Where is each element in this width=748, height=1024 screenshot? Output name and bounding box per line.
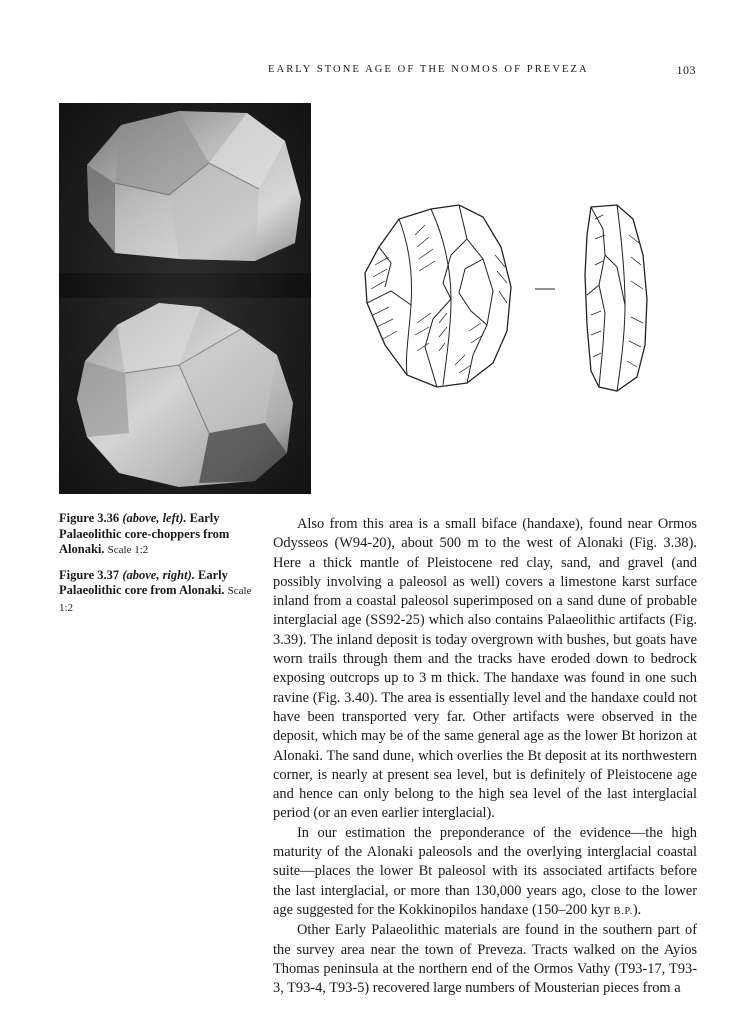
core-front-view [365,205,511,387]
paragraph-1: Also from this area is a small biface (handaxe), found near Ormos Odysseos (W94-20), about 500 m to the west of Alonaki (Fig. 3.38). Here a thick mantle of Pleistocene red clay, sand, and gravel (and possibly involving a paleosol as well) covers a limestone karst surface inland from a coastal paleosol superimposed on a sand dune of probable interglacial age (SS92-25) which also contains Palaeolithic artifacts (Fig. 3.39). The inland deposit is today overgrown with bushes, but goats have worn trails through them and the tracks have eroded down to bedrock exposing outcrops up to 3 m thick. The handaxe was found in one such ravine (Fig. 3.40). The area is essentially level and the handaxe could not have been transported very far. Other artifacts were observed in the deposit, which may be of the same general age as the lower Bt horizon at Alonaki. The sand dune, which overlies the Bt deposit at its northwestern corner, is nearly at present sea level, but is definitely of Pleistocene age and hence can only belong to the high sea level of the last interglacial period (or an even earlier interglacial). [273,516,697,822]
paragraph-2-end: ). [632,901,642,918]
caption-text: Early Palaeolithic core from Alonaki. [59,567,228,597]
caption-label: Figure 3.37 [59,567,120,582]
caption-scale: Scale 1:2 [59,585,252,614]
core-line-drawing [355,195,675,400]
lower-core-chopper [59,298,311,494]
caption-text: Early Palaeolithic core-choppers from Alonaki. [59,511,230,556]
running-head [268,64,696,80]
paragraph-3: Other Early Palaeolithic materials are found in the southern part of the survey area near the town of Preveza. Tracts walked on the Ayios Thomas peninsula at the northern end of the Ormos Vathy (T93-17, T93-3, T93-4, T93-5) recovered large numbers of Mousterian pieces from a [273,922,697,997]
caption-label: Figure 3.36 [59,511,120,525]
caption-position-note: (above, left). [122,511,187,525]
paragraph-2-bp: B.P. [613,905,633,917]
caption-fig-3-37 [59,568,259,617]
caption-position-note: (above, right). [122,567,195,582]
caption-fig-3-36 [59,511,259,559]
paragraph-2 [273,824,697,921]
core-choppers-photograph [59,103,311,494]
drawing-core [355,195,675,400]
paragraph-2-main: In our estimation the preponderance of the evidence—the high maturity of the Alonaki paleosols and the overlying interglacial coastal suite—places the lower Bt paleosol with its associated artifacts before the last interglacial, or more than 130,000 years ago, close to the lower age suggested for the Kokkinopilos handaxe (150–200 kyr [273,824,697,918]
running-title: EARLY STONE AGE OF THE NOMOS OF PREVEZA [268,64,589,75]
body-text [273,515,697,998]
core-side-view [585,205,647,391]
page-number: 103 [676,63,696,77]
caption-scale: Scale 1:2 [107,544,149,556]
caption-block [59,511,259,625]
photo-core-choppers [59,103,311,494]
upper-core-chopper [59,103,311,273]
